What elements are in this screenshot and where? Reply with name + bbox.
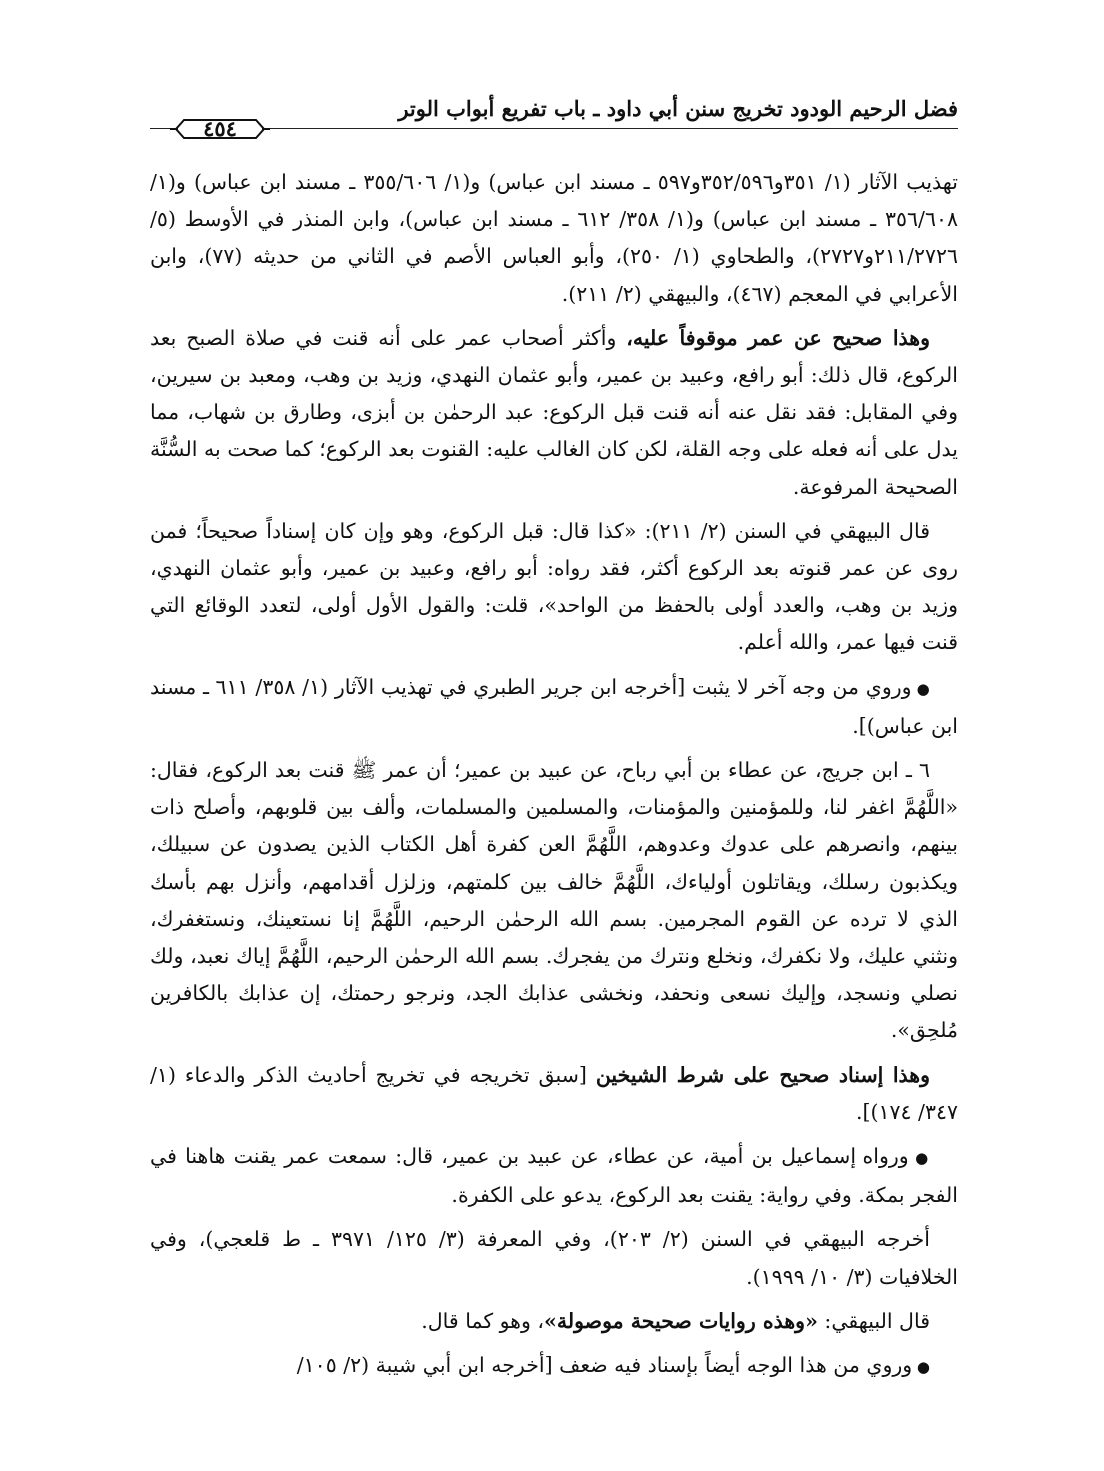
header-rule	[150, 128, 958, 129]
paragraph-6	[150, 1057, 958, 1131]
paragraph-2-text: وأكثر أصحاب عمر على أنه قنت في صلاة الصبح بعد الركوع، قال ذلك: أبو رافع، وعبيد بن عمير، وأبو عثمان النهدي، وزيد بن وهب، ومعبد بن سيرين، وفي المقابل: فقد نقل عنه أنه قنت قبل الركوع: عبد الرحمٰن بن أبزى، وطارق بن شهاب، مما يدل على أنه فعله على وجه القلة، لكن كان الغالب عليه: القنوت بعد الركوع؛ كما صحت به السُّنَّة الصحيحة المرفوعة.	[150, 325, 958, 499]
paragraph-9-bold: «وهذه روايات صحيحة موصولة»	[544, 1308, 818, 1333]
paragraph-6-bold: وهذا إسناد صحيح على شرط الشيخين	[595, 1062, 930, 1087]
page-number-badge	[170, 112, 270, 146]
page-number: ٤٥٤	[203, 116, 237, 141]
paragraph-8: أخرجه البيهقي في السنن (٢/ ٢٠٣)، وفي المعرفة (٣/ ١٢٥/ ٣٩٧١ ـ ط قلعجي)، وفي الخلافيات (٣/ ١٠/ ١٩٩٩).	[150, 1227, 958, 1289]
paragraph-5: ٦ ـ ابن جريج، عن عطاء بن أبي رباح، عن عبيد بن عمير؛ أن عمر ﷺ قنت بعد الركوع، فقال: «اللَّهُمَّ اغفر لنا، وللمؤمنين والمؤمنات، والمسلمين والمسلمات، وألف بين قلوبهم، وأصلح ذات بينهم، وانصرهم على عدوك وعدوهم، اللَّهُمَّ العن كفرة أهل الكتاب الذين يصدون عن سبيلك، ويكذبون رسلك، ويقاتلون أولياءك، اللَّهُمَّ خالف بين كلمتهم، وزلزل أقدامهم، وأنزل بهم بأسك الذي لا ترده عن القوم المجرمين. بسم الله الرحمٰن الرحيم، اللَّهُمَّ إنا نستعينك، ونستغفرك، ونثني عليك، ولا نكفرك، ونخلع ونترك من يفجرك. بسم الله الرحمٰن الرحيم، اللَّهُمَّ إياك نعبد، ولك نصلي ونسجد، وإليك نسعى ونحفد، ونخشى عذابك الجد، ونرجو رحمتك، إن عذابك بالكافرين مُلحِق».	[150, 758, 958, 1043]
paragraph-7: ● ورواه إسماعيل بن أمية، عن عطاء، عن عبيد بن عمير، قال: سمعت عمر يقنت هاهنا في الفجر بمكة. وفي رواية: يقنت بعد الركوع، يدعو على الكفرة.	[150, 1138, 958, 1214]
paragraph-6-text: [سبق تخريجه في تخريج أحاديث الذكر والدعاء (١/ ٣٤٧/ ١٧٤)].	[150, 1062, 958, 1124]
paragraph-2-bold: وهذا صحيح عن عمر موقوفاً عليه،	[626, 325, 930, 350]
page-header	[150, 94, 958, 141]
running-title: فضل الرحيم الودود تخريج سنن أبي داود ـ باب تفريع أبواب الوتر	[398, 96, 958, 121]
paragraph-2	[150, 320, 958, 506]
paragraph-9-prefix: قال البيهقي:	[817, 1308, 930, 1333]
paragraph-4: ● وروي من وجه آخر لا يثبت [أخرجه ابن جرير الطبري في تهذيب الآثار (١/ ٣٥٨/ ٦١١ ـ مسند ابن عباس)].	[150, 669, 958, 745]
paragraph-10: ● وروي من هذا الوجه أيضاً بإسناد فيه ضعف [أخرجه ابن أبي شيبة (٢/ ١٠٥/	[150, 1347, 958, 1386]
paragraph-9-text: ، وهو كما قال.	[421, 1308, 545, 1333]
paragraph-1: تهذيب الآثار (١/ ٣٥١و٣٥٢/٥٩٦و٥٩٧ ـ مسند ابن عباس) و(١/ ٣٥٥/٦٠٦ ـ مسند ابن عباس) و(١/ ٣٥٦/٦٠٨ ـ مسند ابن عباس) و(١/ ٣٥٨/ ٦١٢ ـ مسند ابن عباس)، وابن المنذر في الأوسط (٥/ ٢١١/٢٧٢٦و٢٧٢٧)، والطحاوي (١/ ٢٥٠)، وأبو العباس الأصم في الثاني من حديثه (٧٧)، وابن الأعرابي في المعجم (٤٦٧)، والبيهقي (٢/ ٢١١).	[150, 170, 958, 306]
paragraph-9	[150, 1303, 958, 1340]
page-body	[150, 164, 958, 1393]
paragraph-3: قال البيهقي في السنن (٢/ ٢١١): «كذا قال: قبل الركوع، وهو وإن كان إسناداً صحيحاً؛ فمن روى عن عمر قنوته بعد الركوع أكثر، فقد رواه: أبو رافع، وعبيد بن عمير، وأبو عثمان النهدي، وزيد بن وهب، والعدد أولى بالحفظ من الواحد»، قلت: والقول الأول أولى، لتعدد الوقائع التي قنت فيها عمر، والله أعلم.	[150, 518, 958, 655]
